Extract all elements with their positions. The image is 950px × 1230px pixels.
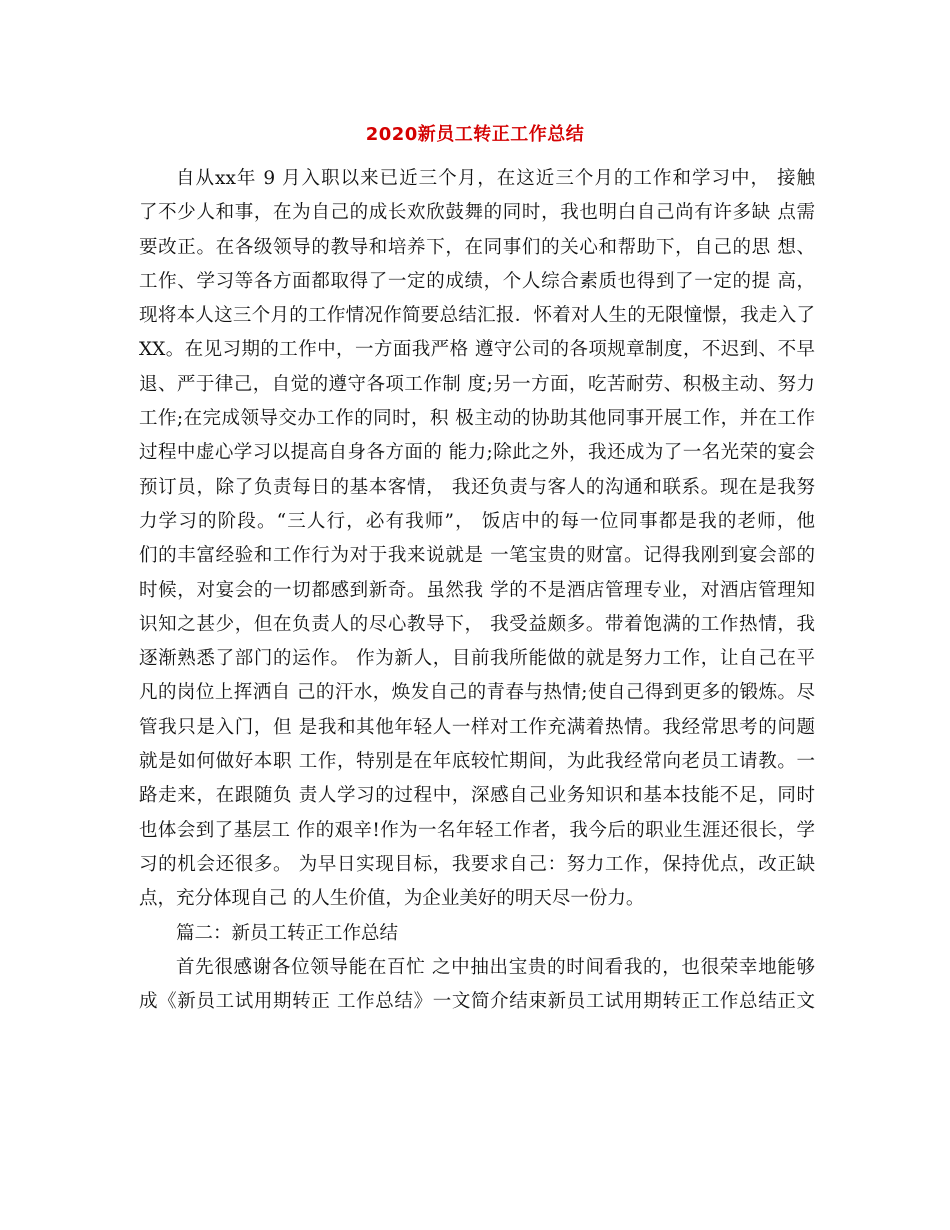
text-line: 自从xx年 9 月入职以来已近三个月，在这近三个月的工作和学习中， 接触 — [176, 168, 815, 189]
text-line: 力学习的阶段。“三人行，必有我师”， 饭店中的每一位同事都是我的老师，他 — [139, 510, 815, 532]
text-line: 工作、学习等各方面都取得了一定的成绩，个人综合素质也得到了一定的提 高， — [139, 270, 815, 292]
text-line: 识知之甚少，但在负责人的尽心教导下， 我受益颇多。带着饱满的工作热情，我 — [139, 613, 815, 635]
text-line: 点，充分体现自己 的人生价值，为企业美好的明天尽一份力。 — [139, 888, 645, 910]
text-line: 们的丰富经验和工作行为对于我来说就是 一笔宝贵的财富。记得我刚到宴会部的 — [139, 545, 815, 567]
section-heading: 篇二：新员工转正工作总结 — [176, 922, 399, 944]
text-line: 时候，对宴会的一切都感到新奇。虽然我 学的不是酒店管理专业，对酒店管理知 — [139, 579, 815, 601]
text-line: 习的机会还很多。 为早日实现目标，我要求自己：努力工作，保持优点，改正缺 — [139, 853, 815, 875]
text-line: 逐渐熟悉了部门的运作。 作为新人，目前我所能做的就是努力工作，让自己在平 — [139, 648, 815, 670]
text-line: 了不少人和事，在为自己的成长欢欣鼓舞的同时，我也明白自己尚有许多缺 点需 — [139, 202, 815, 224]
text-line: 要改正。在各级领导的教导和培养下，在同事们的关心和帮助下，自己的思 想、 — [139, 236, 815, 258]
document-title: 2020新员工转正工作总结 — [365, 124, 585, 145]
text-line: 退、严于律己，自觉的遵守各项工作制 度;另一方面，吃苦耐劳、积极主动、努力 — [139, 373, 815, 395]
text-line: 过程中虚心学习以提高自身各方面的 能力;除此之外，我还成为了一名光荣的宴会 — [139, 442, 815, 464]
text-line: 预订员，除了负责每日的基本客情， 我还负责与客人的沟通和联系。现在是我努 — [139, 476, 815, 498]
text-line: 也体会到了基层工 作的艰辛!作为一名年轻工作者，我今后的职业生涯还很长，学 — [139, 819, 815, 841]
text-line: XX。在见习期的工作中，一方面我严格 遵守公司的各项规章制度，不迟到、不早 — [139, 339, 815, 361]
paragraph-1 — [139, 162, 815, 917]
text-line: 成《新员工试用期转正 工作总结》一文简介结束新员工试用期转正工作总结正文 — [139, 991, 815, 1013]
text-line: 现将本人这三个月的工作情况作简要总结汇报．怀着对人生的无限憧憬，我走入了 — [139, 305, 815, 327]
text-line: 就是如何做好本职 工作，特别是在年底较忙期间，为此我经常向老员工请教。一 — [139, 751, 815, 773]
text-line: 路走来，在跟随负 责人学习的过程中，深感自己业务知识和基本技能不足，同时 — [139, 785, 815, 807]
text-line: 首先很感谢各位领导能在百忙 之中抽出宝贵的时间看我的，也很荣幸地能够 — [176, 956, 815, 978]
document-body — [139, 162, 815, 1019]
text-line: 凡的岗位上挥洒自 己的汗水，焕发自己的青春与热情;使自己得到更多的锻炼。尽 — [139, 682, 815, 704]
text-line: 工作;在完成领导交办工作的同时，积 极主动的协助其他同事开展工作，并在工作 — [139, 408, 815, 430]
text-line: 管我只是入门，但 是我和其他年轻人一样对工作充满着热情。我经常思考的问题 — [139, 716, 815, 738]
paragraph-2 — [139, 951, 815, 1020]
